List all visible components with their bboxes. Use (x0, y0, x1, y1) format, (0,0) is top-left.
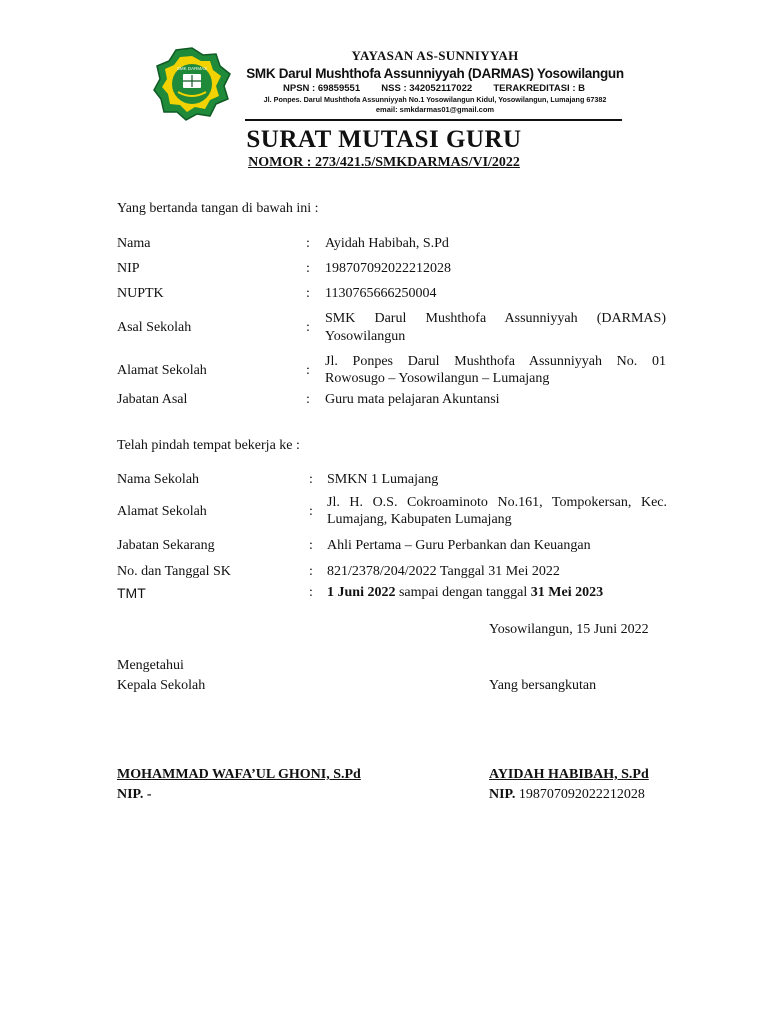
nuptk-label: NUPTK (117, 286, 164, 301)
sk-label: No. dan Tanggal SK (117, 564, 231, 579)
colon: : (306, 261, 310, 276)
tmt-end: 31 Mei 2023 (530, 585, 604, 600)
nuptk-value: 1130765666250004 (325, 286, 437, 301)
acknowledged-label: Mengetahui (117, 658, 184, 673)
colon: : (306, 363, 310, 378)
name-value: Ayidah Habibah, S.Pd (325, 236, 449, 251)
teacher-nip-label: NIP. (489, 787, 516, 802)
school-email: email: smkdarmas01@gmail.com (375, 105, 495, 114)
origin-address-line1: Jl. Ponpes Darul Mushthofa Assunniyyah No. 01 (325, 354, 666, 369)
transfer-intro: Telah pindah tempat bekerja ke : (117, 438, 300, 453)
colon: : (306, 286, 310, 301)
principal-name: MOHAMMAD WAFA’UL GHONI, S.Pd (117, 767, 361, 782)
sk-value: 821/2378/204/2022 Tanggal 31 Mei 2022 (327, 564, 560, 579)
letterhead-rule (245, 119, 622, 121)
letter-title: SURAT MUTASI GURU (246, 126, 522, 153)
accreditation: TERAKREDITASI : B (493, 83, 585, 94)
origin-school-label: Asal Sekolah (117, 320, 192, 335)
school-codes (245, 83, 625, 94)
origin-address-label: Alamat Sekolah (117, 363, 207, 378)
tmt-middle: sampai dengan tanggal (398, 585, 528, 600)
principal-title: Kepala Sekolah (117, 678, 206, 693)
nss: NSS : 342052117022 (381, 83, 473, 94)
name-label: Nama (117, 236, 151, 251)
svg-text:SMK DARMAS: SMK DARMAS (176, 66, 208, 71)
letter-number-text: NOMOR : 273/421.5/SMKDARMAS/VI/2022 (248, 155, 520, 170)
colon: : (306, 392, 310, 407)
colon: : (309, 564, 313, 579)
teacher-name: AYIDAH HABIBAH, S.Pd (489, 767, 649, 782)
colon: : (309, 504, 313, 519)
dest-school-value: SMKN 1 Lumajang (327, 472, 439, 487)
dest-address-label: Alamat Sekolah (117, 504, 207, 519)
tmt-label: TMT (117, 585, 146, 601)
colon: : (306, 236, 310, 251)
origin-school-line2: Yosowilangun (325, 329, 406, 344)
origin-address-line2: Rowosugo – Yosowilangun – Lumajang (325, 371, 550, 386)
dest-address-line1: Jl. H. O.S. Cokroaminoto No.161, Tompokersan, Kec. (327, 495, 667, 510)
origin-position-label: Jabatan Asal (117, 392, 188, 407)
nip-value: 198707092022212028 (325, 261, 451, 276)
dest-address-line2: Lumajang, Kabupaten Lumajang (327, 512, 512, 527)
npsn: NPSN : 69859551 (283, 83, 361, 94)
school-logo (152, 46, 232, 122)
dest-school-label: Nama Sekolah (117, 472, 200, 487)
intro-text: Yang bertanda tangan di bawah ini : (117, 201, 319, 216)
school-address: Jl. Ponpes. Darul Mushthofa Assunniyyah No.1 Yosowilangun Kidul, Yosowilangun, Lumajang 67382 (263, 95, 607, 104)
origin-position-value: Guru mata pelajaran Akuntansi (325, 392, 500, 407)
school-name: SMK Darul Mushthofa Assunniyyah (DARMAS) Yosowilangun (246, 66, 624, 81)
colon: : (309, 538, 313, 553)
colon: : (309, 585, 313, 600)
place-date: Yosowilangun, 15 Juni 2022 (489, 622, 649, 637)
tmt-value (327, 585, 603, 601)
concerned-label: Yang bersangkutan (489, 678, 597, 693)
colon: : (309, 472, 313, 487)
colon: : (306, 320, 310, 335)
teacher-nip-value: 198707092022212028 (518, 787, 645, 802)
letter-number (0, 155, 768, 171)
teacher-nip (489, 787, 645, 803)
origin-school-line1: SMK Darul Mushthofa Assunniyyah (DARMAS) (325, 311, 666, 326)
principal-nip: NIP. - (117, 787, 152, 802)
tmt-start: 1 Juni 2022 (327, 585, 396, 600)
current-position-label: Jabatan Sekarang (117, 538, 215, 553)
foundation-name: YAYASAN AS-SUNNIYYAH (351, 48, 519, 63)
current-position-value: Ahli Pertama – Guru Perbankan dan Keuangan (327, 538, 591, 553)
nip-label: NIP (117, 261, 140, 276)
